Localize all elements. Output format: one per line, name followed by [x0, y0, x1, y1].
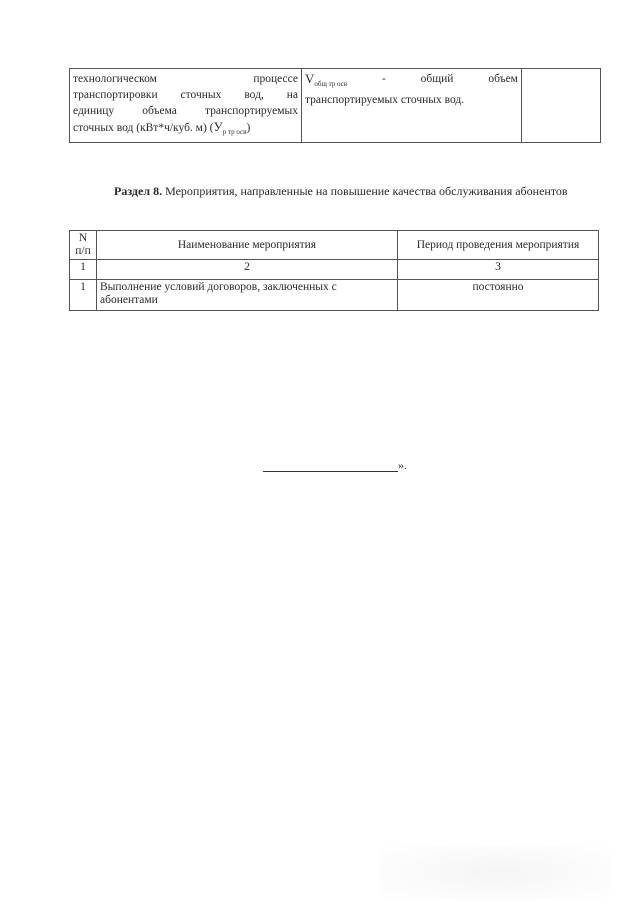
header-period: Период проведения мероприятия [398, 231, 599, 260]
row-period: постоянно [398, 280, 599, 311]
formula-subscript: общ тр осв [314, 80, 348, 88]
formula-subscript: р тр осв [222, 128, 247, 136]
formula-symbol: У [213, 119, 223, 134]
closing-quote: ». [398, 458, 407, 472]
energy-indicator-table [69, 68, 601, 143]
variable-definition-cell [302, 69, 522, 143]
text-line: транспортируемых сточных вод. [305, 94, 465, 106]
empty-cell [522, 69, 601, 143]
column-index-row [70, 260, 599, 280]
text-word: транспортируемых [204, 105, 298, 117]
closing-line [263, 458, 407, 472]
text-line [73, 87, 298, 103]
row-num: 1 [70, 280, 97, 311]
table-header-row [70, 231, 599, 260]
text-word: транспортировки [73, 89, 158, 101]
text-line [73, 119, 298, 140]
text-word: технологическом [73, 73, 157, 85]
text-word: вод, [244, 89, 264, 101]
text-word: единицу [73, 105, 115, 117]
text-fragment: сточных вод (кВт*ч/куб. м) ( [73, 122, 214, 134]
text-word: сточных [180, 89, 222, 101]
text-line [73, 103, 298, 119]
text-line [73, 71, 298, 87]
text-line [305, 71, 518, 92]
measures-table [69, 230, 599, 311]
index-cell: 2 [97, 260, 398, 280]
formula-symbol: V [305, 71, 315, 86]
row-name: Выполнение условий договоров, заключенных с абонентами [97, 280, 398, 311]
text-word: процессе [253, 73, 298, 85]
text-word: объема [142, 105, 177, 117]
table-row [70, 69, 601, 143]
signature-underline [263, 459, 398, 472]
text-word: на [286, 89, 298, 101]
index-cell: 1 [70, 260, 97, 280]
table-row [70, 280, 599, 311]
scan-artifact [380, 845, 610, 900]
section-heading [69, 183, 609, 199]
section-title: Мероприятия, направленные на повышение качества обслуживания абонентов [165, 184, 568, 198]
text-word: объем [488, 73, 518, 85]
indicator-description-cell [70, 69, 302, 143]
header-name: Наименование мероприятия [97, 231, 398, 260]
text-fragment: ) [246, 122, 251, 134]
text-word: общий [420, 73, 454, 85]
text-word: - [381, 73, 386, 85]
index-cell: 3 [398, 260, 599, 280]
formula-term [305, 71, 347, 92]
header-num: N п/п [70, 231, 97, 260]
section-label: Раздел 8. [114, 184, 163, 198]
